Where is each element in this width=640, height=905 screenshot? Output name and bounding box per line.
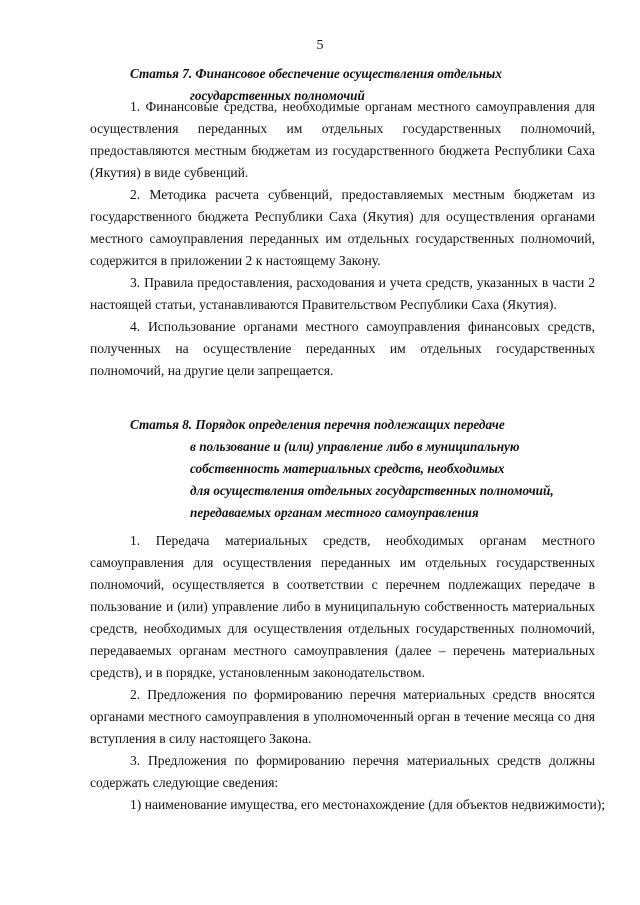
article-8-title-line: собственность материальных средств, необходимых [190, 461, 505, 476]
article-8-title-line: Статья 8. Порядок определения перечня подлежащих передаче [130, 417, 505, 432]
article-7-paragraph-4: 4. Использование органами местного самоуправления финансовых средств, полученных на осуществление переданных им отдельных государственных полномочий, на другие цели запрещается. [90, 319, 595, 378]
article-8-paragraph-3: 3. Предложения по формированию перечня материальных средств должны содержать следующие сведения: [90, 753, 595, 790]
article-7-paragraph-2: 2. Методика расчета субвенций, предоставляемых местным бюджетам из государственного бюджета Республики Саха (Якутия) для осуществления органами местного самоуправления переданных им отдельных государственных полномочий, содержится в приложении 2 к настоящему Закону. [90, 187, 595, 268]
article-7-title-line: государственных полномочий [190, 88, 365, 103]
list-item: 1) наименование имущества, его местонахождение (для объектов недвижимости); [130, 797, 606, 812]
article-7-paragraph-3: 3. Правила предоставления, расходования и учета средств, указанных в части 2 настоящей статьи, устанавливаются Правительством Республики Саха (Якутия). [90, 275, 595, 312]
article-8-paragraph-1: 1. Передача материальных средств, необходимых органам местного самоуправления для осуществления переданных им отдельных государственных полномочий, осуществляется в соответствии с перечнем подлежащих передаче в пользование и (или) управление либо в муниципальную собственность материальных средств, необходимых для осуществления отдельных государственных полномочий, передаваемых органам местного самоуправления (далее – перечень материальных средств), и в порядке, установленным законодательством. [90, 533, 595, 680]
article-8-title-line: в пользование и (или) управление либо в муниципальную [190, 439, 520, 454]
article-8-title-line: передаваемых органам местного самоуправления [190, 505, 479, 520]
article-7-paragraph-1: 1. Финансовые средства, необходимые органам местного самоуправления для осуществления переданных им отдельных государственных полномочий, предоставляются местным бюджетам из государственного бюджета Республики Саха (Якутия) в виде субвенций. [90, 99, 595, 180]
article-8-paragraph-2: 2. Предложения по формированию перечня материальных средств вносятся органами местного самоуправления в уполномоченный орган в течение месяца со дня вступления в силу настоящего Закона. [90, 687, 595, 746]
article-7-title-line: Статья 7. Финансовое обеспечение осуществления отдельных [130, 66, 502, 81]
article-8-title [130, 414, 554, 524]
page-number: 5 [316, 38, 324, 53]
article-8-title-line: для осуществления отдельных государственных полномочий, [190, 483, 554, 498]
